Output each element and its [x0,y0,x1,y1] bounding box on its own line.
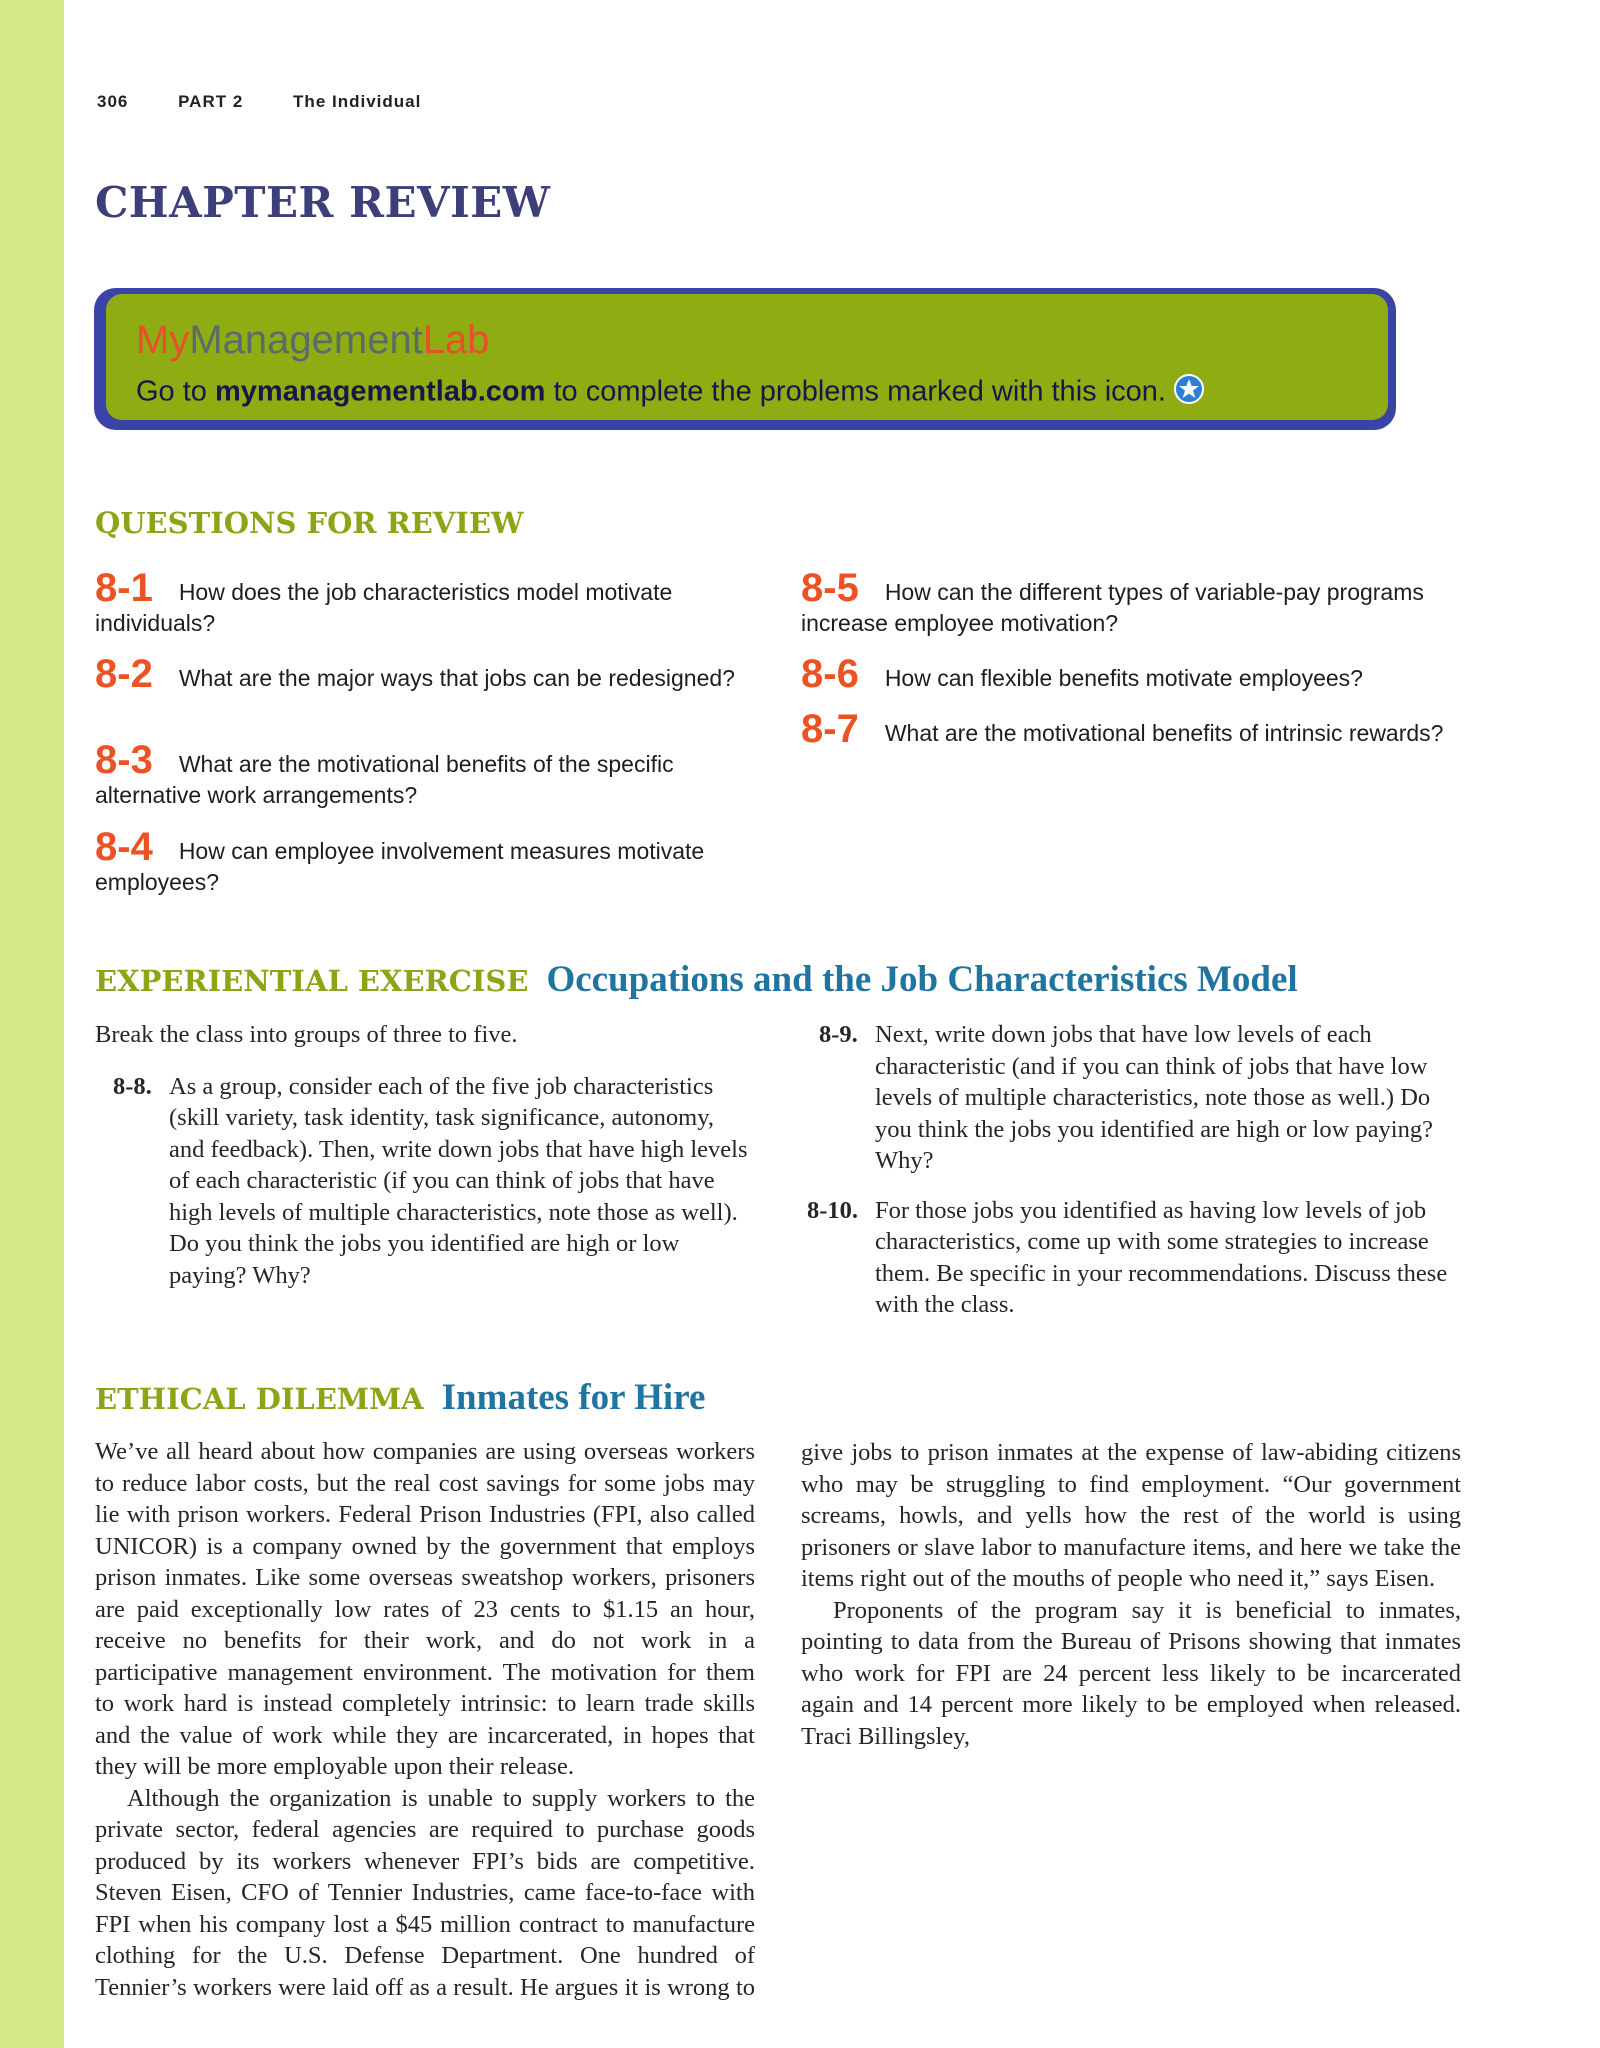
experiential-heading [95,958,1298,1001]
experiential-list [801,1019,1461,1321]
logo-my: My [136,318,190,362]
mylab-banner [94,288,1396,430]
ethical-paragraph: We’ve all heard about how companies are using overseas workers to reduce labor costs, but the real cost savings for some jobs may lie with prison workers. Federal Prison Industries (FPI, also called UNICOR) is a company owned by the government that employs prison inmates. Like some overseas sweatshop workers, prisoners are paid exceptionally low rates of 23 cents to $1.15 an hour, receive no benefits for their work, and do not work in a participative management environment. The motivation for them to work hard is instead completely intrinsic: to learn trade skills and the value of work while they are incarcerated, in hopes that they will be more employable upon their release. [95,1438,755,1780]
question-number: 8-3 [95,738,153,782]
ethical-right-flow [801,1436,1461,1752]
exercise-text: For those jobs you identified as having low levels of job characteristics, come up with some strategies to increase them. Be specific in your recommendations. Discuss these with the class. [875,1196,1448,1318]
question-text: How can employee involvement measures motivate employees? [95,838,705,895]
instruction-suffix: to complete the problems marked with this icon. [545,375,1166,408]
chapter-title: CHAPTER REVIEW [95,178,551,227]
question-8-2 [95,652,760,696]
margin-color-strip [0,0,64,2048]
mylab-logo [136,318,1388,362]
experiential-title: Occupations and the Job Characteristics Model [546,959,1298,1000]
question-8-3 [95,738,760,811]
question-text: How can the different types of variable-pay programs increase employee motivation? [801,579,1424,636]
question-text: How does the job characteristics model motivate individuals? [95,579,673,636]
exercise-item [801,1195,1461,1321]
question-number: 8-2 [95,652,153,696]
section-label: The Individual [293,92,422,111]
question-text: What are the motivational benefits of intrinsic rewards? [884,720,1444,746]
question-text: What are the major ways that jobs can be redesigned? [178,665,735,691]
exercise-item [95,1071,755,1292]
exercise-number: 8-10. [807,1196,859,1224]
question-8-1 [95,566,760,639]
question-8-5 [801,566,1466,639]
logo-management: Management [189,318,423,362]
ethical-title: Inmates for Hire [441,1377,706,1418]
question-text: What are the motivational benefits of the specific alternative work arrangements? [95,751,674,808]
exercise-number: 8-9. [819,1021,858,1048]
part-label: PART 2 [178,92,244,111]
mylab-instruction [136,374,1388,412]
experiential-right-column [801,1019,1461,1335]
question-text: How can flexible benefits motivate employees? [884,665,1363,691]
question-number: 8-7 [801,707,859,751]
exercise-number: 8-8. [113,1072,152,1100]
logo-lab: Lab [422,318,490,362]
question-number: 8-1 [95,566,153,610]
ethical-label: ETHICAL DILEMMA [95,1382,424,1416]
site-link[interactable]: mymanagementlab.com [215,375,546,408]
page-number: 306 [97,92,129,111]
experiential-list [95,1071,755,1292]
question-8-4 [95,825,760,898]
question-8-6 [801,652,1466,696]
ethical-left-column [95,1436,755,2002]
exercise-text: As a group, consider each of the five job characteristics (skill variety, task identity, task significance, autonomy, and feedback). Then, write down jobs that have high levels of each characteristic (if you can think of jobs that have high levels of multiple characteristics, note those as well). Do you think the jobs you identified are high or low paying? Why? [169,1072,748,1289]
ethical-paragraph: Proponents of the program say it is beneficial to inmates, pointing to data from the Bureau of Prisons showing that inmates who work for FPI are 24 percent less likely to be incarcerated again and 14 percent more likely to be employed when released. Traci Billingsley, [801,1596,1461,1750]
mylab-banner-inner [106,294,1388,420]
exercise-item [801,1019,1461,1177]
ethical-right-column [801,1436,1461,2002]
experiential-intro: Break the class into groups of three to five. [95,1021,518,1048]
experiential-label: EXPERIENTIAL EXERCISE [95,964,529,998]
star-icon [1174,374,1204,412]
questions-heading: QUESTIONS FOR REVIEW [95,506,524,540]
experiential-left-column [95,1019,755,1305]
ethical-paragraph: give jobs to prison inmates at the expense of law-abiding citizens who may be struggling to find employment. “Our government screams, howls, and yells how the rest of the world is using prisoners or slave labor to manufacture items, and here we take the items right out of the mouths of people who need it,” says Eisen. [801,1439,1461,1592]
running-head [97,92,465,112]
question-8-7 [801,707,1466,751]
question-number: 8-5 [801,566,859,610]
question-number: 8-4 [95,825,153,869]
ethical-heading [95,1376,705,1419]
exercise-text: Next, write down jobs that have low levels of each characteristic (and if you can think of jobs that have low levels of multiple characteristics, note those as well.) Do you think the jobs you identified are high or low paying? Why? [875,1021,1433,1174]
ethical-paragraph: Although the organization is unable to supply workers to the private sector, federal agencies are required to purchase goods produced by its workers whenever FPI’s bids are competitive. Steven Eisen, CFO of Tennier Industries, came face-to-face with FPI when his company lost a $45 million contract to manufacture clothing for the U.S. Defense Department. One hundred of Tennier’s workers were laid off as a result. He argues it is wrong to [95,1784,755,2001]
question-number: 8-6 [801,652,859,696]
instruction-prefix: Go to [136,375,215,408]
